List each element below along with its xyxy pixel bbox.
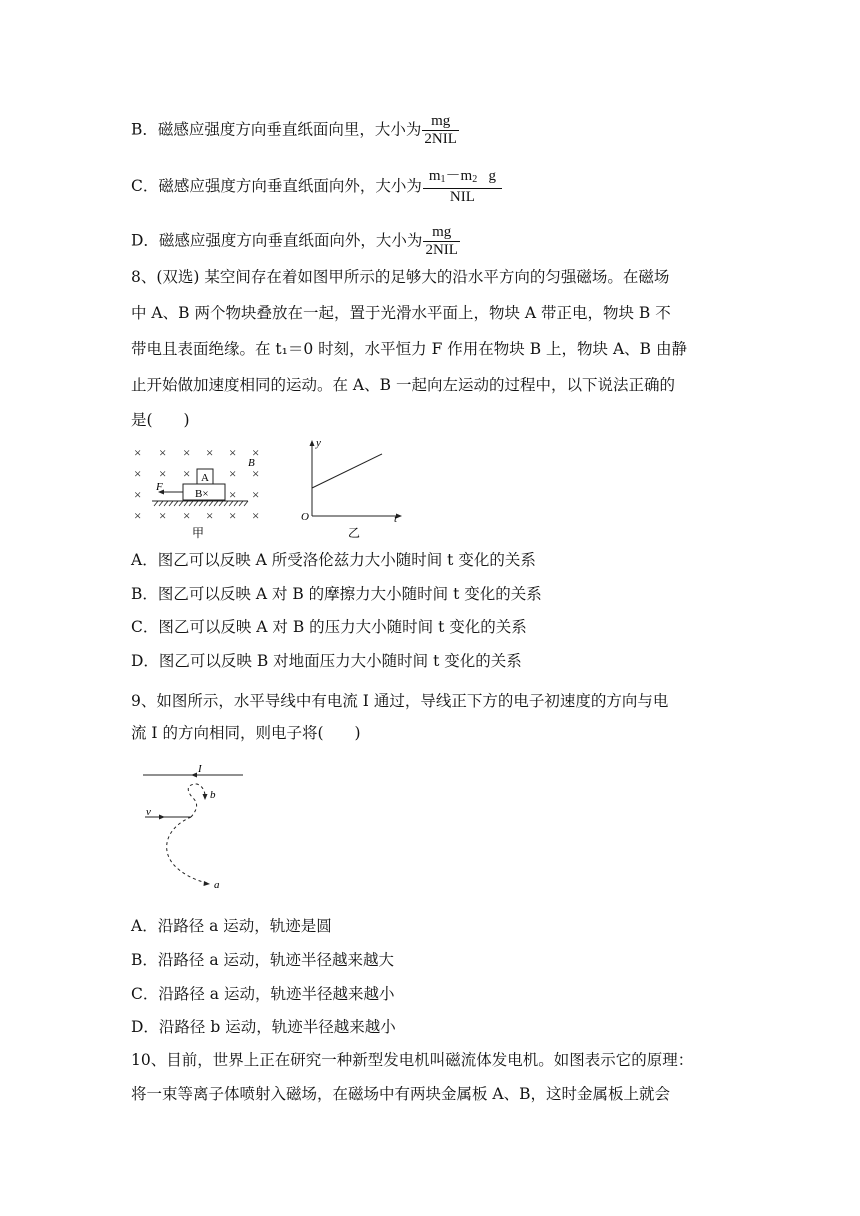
figure-q9: [135, 760, 255, 895]
svg-text:×: ×: [134, 487, 142, 502]
block-b-label: B×: [195, 488, 209, 500]
q9-option-b: B．沿路径 a 运动，轨迹半径越来越大: [131, 951, 394, 969]
q7-option-d: D．磁感应强度方向垂直纸面向外，大小为 $\frac{mg}{\text{2NIL}}$: [131, 224, 458, 258]
q8-option-a: A．图乙可以反映 A 所受洛伦兹力大小随时间 t 变化的关系: [131, 551, 536, 569]
svg-text:×: ×: [206, 445, 214, 460]
caption-jia: 甲: [192, 526, 205, 540]
svg-text:×: ×: [134, 445, 142, 460]
q9-option-d: D．沿路径 b 运动，轨迹半径越来越小: [131, 1018, 396, 1036]
field-label-b: B: [248, 457, 255, 469]
graph-line: [312, 454, 382, 488]
force-label: F: [156, 481, 163, 493]
q8-stem-line: 带电且表面绝缘。在 t₁＝0 时刻，水平恒力 F 作用在物块 B 上，物块 A、B 由静: [131, 340, 687, 358]
path-a: [167, 817, 207, 883]
svg-text:×: ×: [134, 466, 142, 481]
q8-option-b: B．图乙可以反映 A 对 B 的摩擦力大小随时间 t 变化的关系: [131, 585, 542, 603]
q7-option-c: C．磁感应强度方向垂直纸面向外，大小为 $\frac{m_1-m_2 g}{\text{NIL}}$: [131, 168, 502, 206]
svg-text:×: ×: [159, 466, 167, 481]
q8-stem-line: 8、(双选) 某空间存在着如图甲所示的足够大的沿水平方向的匀强磁场。在磁场: [131, 268, 670, 286]
path-b-label: b: [210, 789, 216, 801]
q9-stem-line: 9、如图所示，水平导线中有电流 I 通过，导线正下方的电子初速度的方向与电: [131, 692, 669, 710]
q8-stem-line: 止开始做加速度相同的运动。在 A、B 一起向左运动的过程中，以下说法正确的: [131, 376, 675, 394]
svg-text:×: ×: [183, 466, 191, 481]
q8-option-c: C．图乙可以反映 A 对 B 的压力大小随时间 t 变化的关系: [131, 618, 527, 636]
figure-yi: [298, 436, 408, 540]
q9-option-c: C．沿路径 a 运动，轨迹半径越来越小: [131, 985, 395, 1003]
fraction: $\frac{mg}{\text{2NIL}}$: [425, 224, 458, 258]
t-label: t: [394, 513, 398, 525]
svg-text:×: ×: [252, 508, 260, 523]
q9-stem-line: 流 I 的方向相同，则电子将( ): [131, 724, 361, 742]
current-label: I: [198, 763, 202, 775]
svg-text:×: ×: [183, 445, 191, 460]
svg-text:×: ×: [252, 466, 260, 481]
svg-text:×: ×: [183, 508, 191, 523]
fraction: $\frac{m_1-m_2 g}{\text{NIL}}$: [423, 168, 502, 206]
y-label: y: [316, 437, 321, 449]
origin-label: O: [301, 511, 309, 523]
svg-text:×: ×: [134, 508, 142, 523]
velocity-label: v: [146, 806, 151, 818]
svg-text:×: ×: [252, 445, 260, 460]
figure-jia: [128, 440, 278, 540]
svg-text:×: ×: [229, 445, 237, 460]
q7-option-b: B．磁感应强度方向垂直纸面向里，大小为 $\frac{mg}{\text{2NIL}}$: [131, 113, 457, 147]
svg-text:×: ×: [229, 508, 237, 523]
q8-stem-line: 中 A、B 两个物块叠放在一起，置于光滑水平面上，物块 A 带正电，物块 B 不: [131, 304, 671, 322]
current-arrow: [191, 773, 197, 778]
q10-stem-line: 10、目前，世界上正在研究一种新型发电机叫磁流体发电机。如图表示它的原理：: [131, 1051, 694, 1069]
caption-yi: 乙: [348, 526, 361, 540]
svg-text:×: ×: [159, 445, 167, 460]
path-b: [188, 784, 205, 817]
svg-text:×: ×: [252, 487, 260, 502]
fraction: $\frac{mg}{\text{2NIL}}$: [424, 113, 457, 147]
q9-option-a: A．沿路径 a 运动，轨迹是圆: [131, 917, 332, 935]
block-a-label: A: [201, 472, 209, 484]
q10-stem-line: 将一束等离子体喷射入磁场，在磁场中有两块金属板 A、B，这时金属板上就会: [131, 1085, 671, 1103]
path-a-label: a: [214, 879, 220, 891]
q8-stem-line: 是( ): [131, 411, 190, 429]
svg-text:×: ×: [229, 466, 237, 481]
svg-text:×: ×: [229, 487, 237, 502]
svg-text:×: ×: [206, 508, 214, 523]
svg-text:×: ×: [159, 508, 167, 523]
q8-option-d: D．图乙可以反映 B 对地面压力大小随时间 t 变化的关系: [131, 652, 522, 670]
